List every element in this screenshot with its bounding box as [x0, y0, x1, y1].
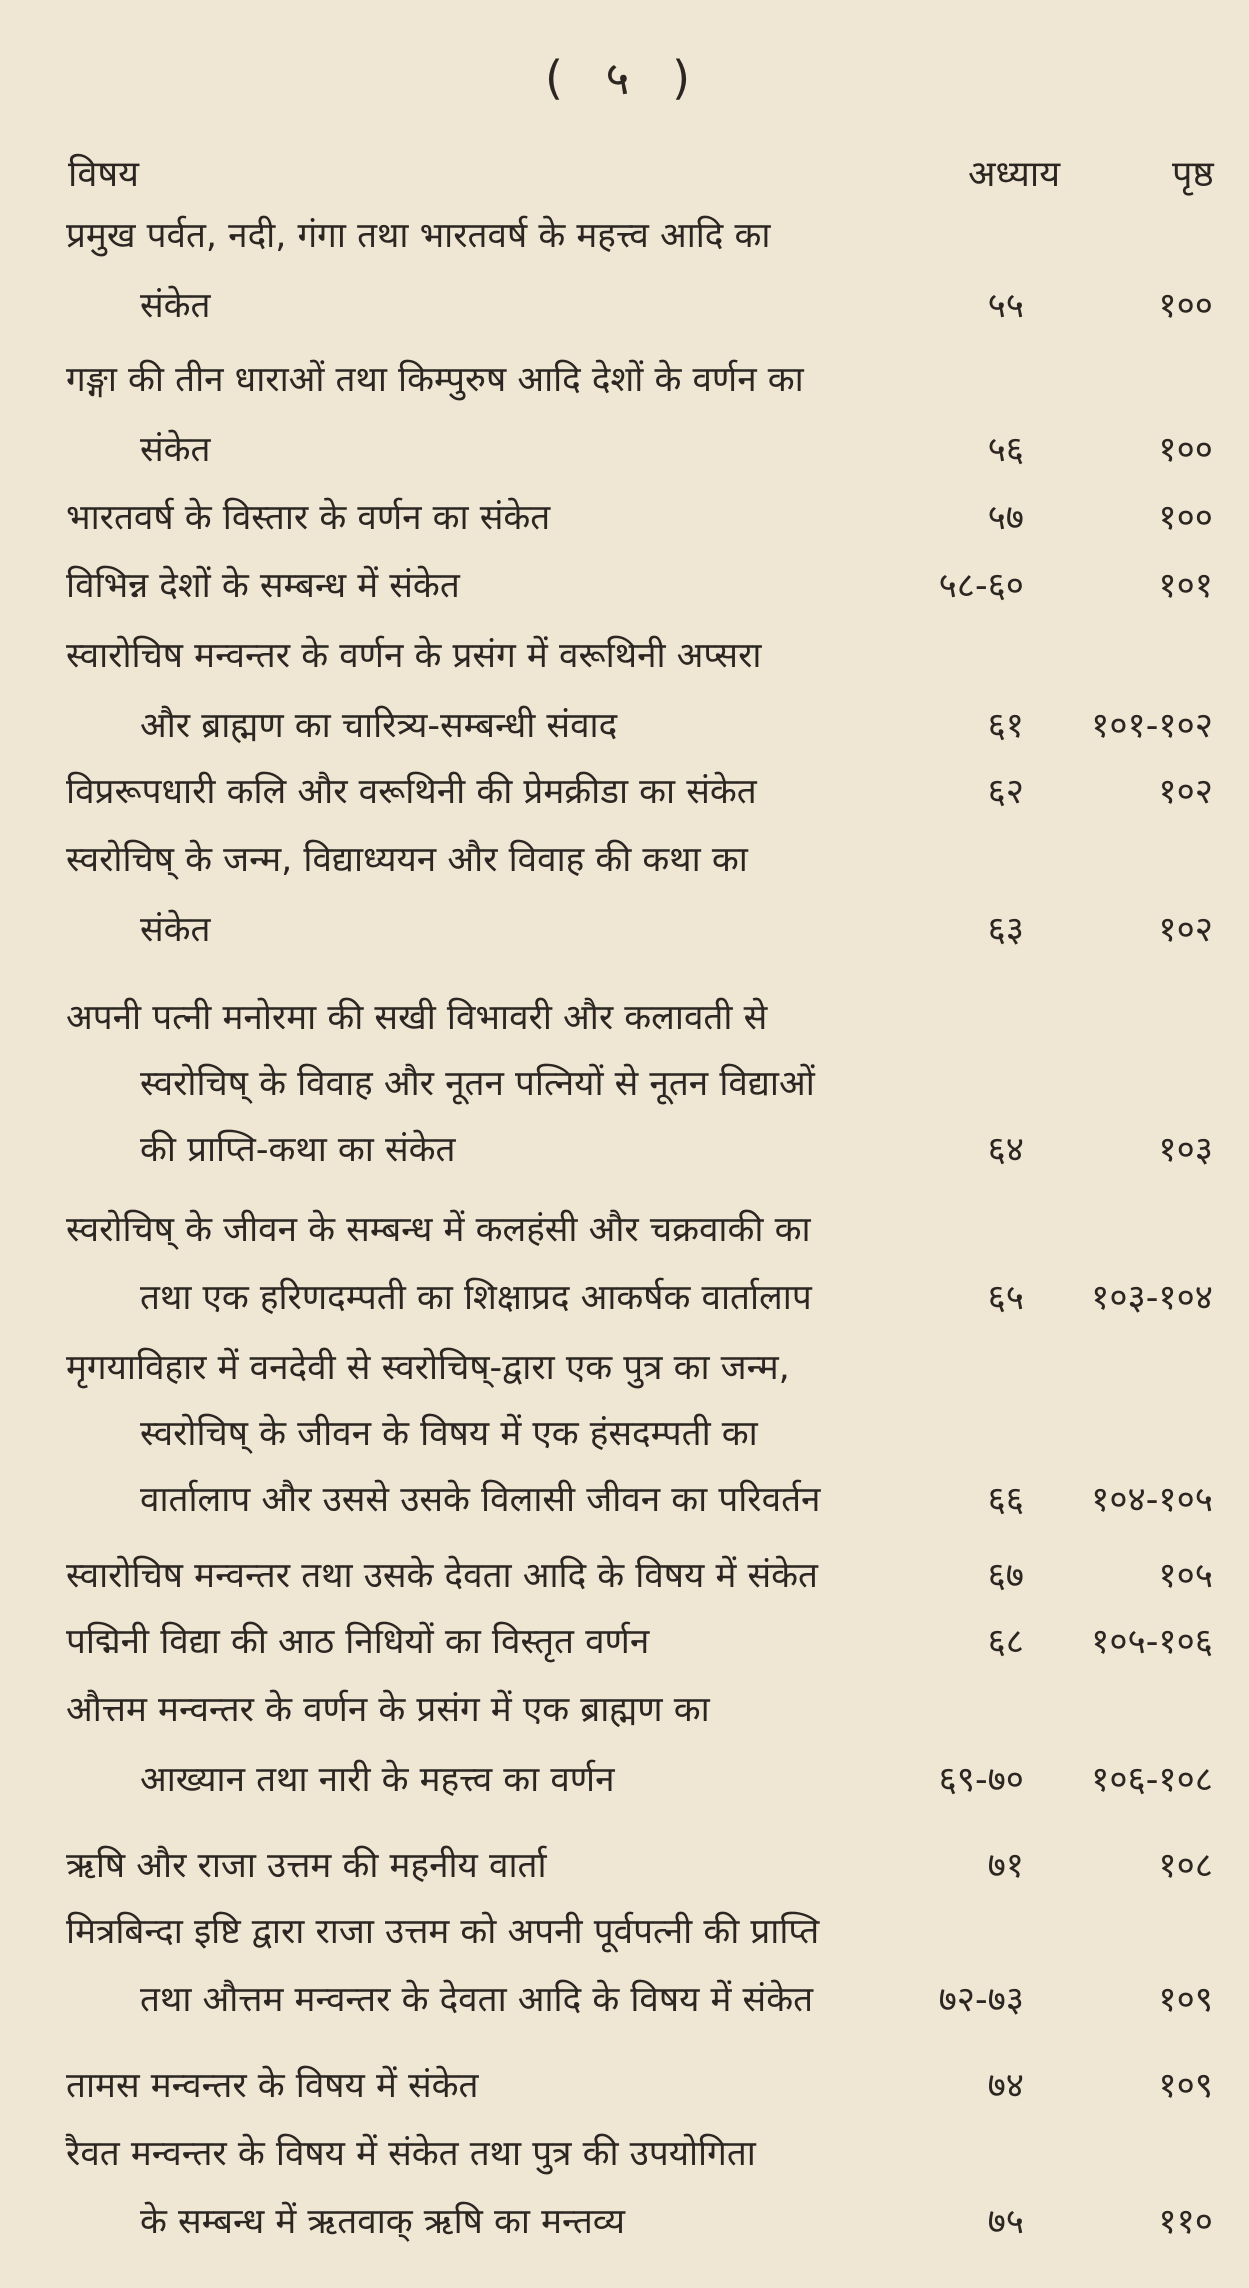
toc-entry-line: संकेत: [140, 910, 211, 950]
toc-entry-line: भारतवर्ष के विस्तार के वर्णन का संकेत: [66, 498, 551, 538]
toc-entry-chapter: ५७: [987, 498, 1024, 538]
toc-entry-chapter: ७१: [987, 1846, 1024, 1886]
toc-entry-line: स्वारोचिष मन्वन्तर के वर्णन के प्रसंग में वरूथिनी अप्सरा: [66, 636, 762, 676]
toc-entry-page: १०९: [1158, 2066, 1213, 2106]
toc-entry-chapter: ६८: [987, 1622, 1024, 1662]
toc-entry-line: विप्ररूपधारी कलि और वरूथिनी की प्रेमक्रीडा का संकेत: [66, 772, 757, 812]
toc-entry-line: स्वरोचिष् के जीवन के सम्बन्ध में कलहंसी और चक्रवाकी का: [66, 1210, 811, 1250]
toc-entry-line: संकेत: [140, 430, 211, 470]
toc-entry-line: मित्रबिन्दा इष्टि द्वारा राजा उत्तम को अपनी पूर्वपत्नी की प्राप्ति: [66, 1912, 820, 1952]
toc-entry-chapter: ६४: [987, 1130, 1024, 1170]
toc-entry-chapter: ६१: [987, 706, 1024, 746]
toc-entry-chapter: ७२-७३: [938, 1980, 1024, 2020]
toc-entry-line: आख्यान तथा नारी के महत्त्व का वर्णन: [140, 1760, 615, 1800]
toc-entry-chapter: ६७: [987, 1556, 1024, 1596]
toc-entry-line: तथा औत्तम मन्वन्तर के देवता आदि के विषय में संकेत: [140, 1980, 814, 2020]
toc-entry-chapter: ७४: [987, 2066, 1024, 2106]
toc-entry-page: १०१: [1158, 566, 1213, 606]
toc-entry-line: मृगयाविहार में वनदेवी से स्वरोचिष्-द्वारा एक पुत्र का जन्म,: [66, 1348, 790, 1388]
toc-entry-page: १००: [1158, 498, 1213, 538]
toc-entry-page: १०९: [1158, 1980, 1213, 2020]
toc-entry-page: १०६-१०८: [1091, 1760, 1213, 1800]
toc-entry-page: १०२: [1158, 910, 1213, 950]
toc-entry-page: १०८: [1158, 1846, 1213, 1886]
toc-entry-line: विभिन्न देशों के सम्बन्ध में संकेत: [66, 566, 460, 606]
toc-entry-page: १०५-१०६: [1091, 1622, 1213, 1662]
toc-entry-line: वार्तालाप और उससे उसके विलासी जीवन का परिवर्तन: [140, 1480, 821, 1520]
toc-entry-page: १०१-१०२: [1091, 706, 1213, 746]
toc-entry-chapter: ६९-७०: [938, 1760, 1024, 1800]
toc-entry-line: पद्मिनी विद्या की आठ निधियों का विस्तृत वर्णन: [66, 1622, 650, 1662]
toc-entry-line: गङ्गा की तीन धाराओं तथा किम्पुरुष आदि देशों के वर्णन का: [66, 360, 804, 400]
toc-entry-line: स्वरोचिष् के जीवन के विषय में एक हंसदम्पती का: [140, 1414, 758, 1454]
toc-entry-line: रैवत मन्वन्तर के विषय में संकेत तथा पुत्र की उपयोगिता: [66, 2134, 756, 2174]
toc-entry-line: स्वरोचिष् के विवाह और नूतन पत्नियों से नूतन विद्याओं: [140, 1064, 815, 1104]
toc-entry-line: संकेत: [140, 286, 211, 326]
header-subject: विषय: [68, 154, 140, 195]
toc-entry-page: १०३-१०४: [1091, 1278, 1213, 1318]
toc-entry-line: की प्राप्ति-कथा का संकेत: [140, 1130, 456, 1170]
toc-entry-page: १०३: [1158, 1130, 1213, 1170]
toc-entry-line: तामस मन्वन्तर के विषय में संकेत: [66, 2066, 479, 2106]
toc-entry-line: और ब्राह्मण का चारित्र्य-सम्बन्धी संवाद: [140, 706, 618, 746]
toc-entry-page: १०५: [1158, 1556, 1213, 1596]
toc-entry-line: अपनी पत्नी मनोरमा की सखी विभावरी और कलावती से: [66, 998, 768, 1038]
toc-entry-line: तथा एक हरिणदम्पती का शिक्षाप्रद आकर्षक वार्तालाप: [140, 1278, 812, 1318]
header-page: पृष्ठ: [1172, 154, 1214, 195]
toc-entry-line: स्वरोचिष् के जन्म, विद्याध्ययन और विवाह की कथा का: [66, 840, 748, 880]
toc-entry-page: १०२: [1158, 772, 1213, 812]
toc-entry-chapter: ६२: [987, 772, 1024, 812]
toc-entry-chapter: ५८-६०: [938, 566, 1024, 606]
toc-entry-chapter: ६६: [987, 1480, 1024, 1520]
toc-entry-line: स्वारोचिष मन्वन्तर तथा उसके देवता आदि के विषय में संकेत: [66, 1556, 819, 1596]
toc-entry-chapter: ६५: [987, 1278, 1024, 1318]
toc-entry-chapter: ६३: [987, 910, 1024, 950]
toc-entry-page: १००: [1158, 430, 1213, 470]
toc-entry-page: १०४-१०५: [1091, 1480, 1213, 1520]
toc-entry-line: के सम्बन्ध में ऋतवाक् ऋषि का मन्तव्य: [140, 2202, 626, 2242]
page-number: ( ५ ): [544, 51, 705, 105]
header-chapter: अध्याय: [968, 154, 1061, 195]
toc-entry-line: औत्तम मन्वन्तर के वर्णन के प्रसंग में एक ब्राह्मण का: [66, 1690, 710, 1730]
toc-entry-chapter: ५६: [987, 430, 1024, 470]
toc-entry-line: ऋषि और राजा उत्तम की महनीय वार्ता: [66, 1846, 547, 1886]
toc-entry-page: १००: [1158, 286, 1213, 326]
toc-entry-page: ११०: [1158, 2202, 1213, 2242]
toc-entry-chapter: ५५: [987, 286, 1024, 326]
toc-entry-chapter: ७५: [987, 2202, 1024, 2242]
toc-entry-line: प्रमुख पर्वत, नदी, गंगा तथा भारतवर्ष के महत्त्व आदि का: [66, 216, 771, 256]
